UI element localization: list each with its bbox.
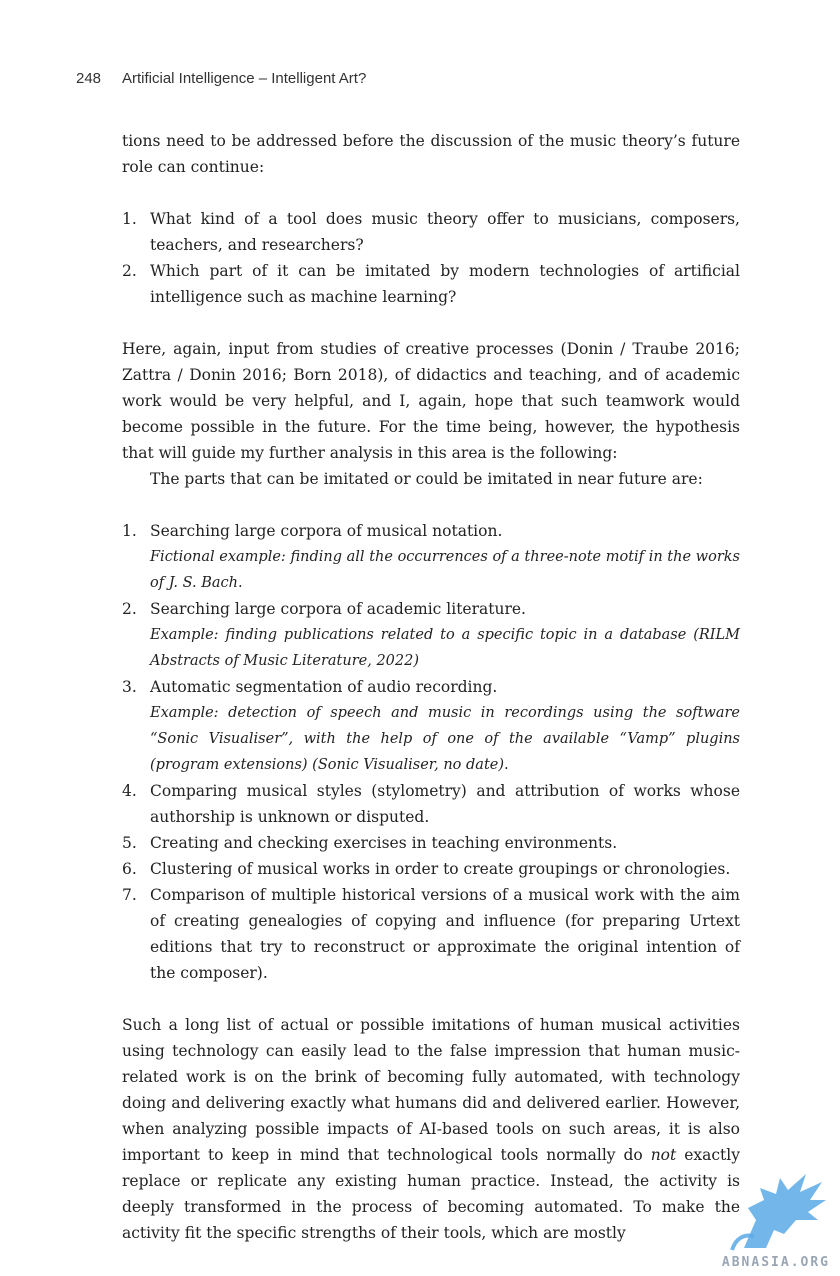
emphasis: not bbox=[650, 1146, 677, 1164]
intro-paragraph: tions need to be addressed before the discussion of the music theory’s future role can continue: bbox=[122, 132, 740, 176]
watermark-text: ABNASIA.ORG bbox=[721, 1255, 830, 1270]
list-number: 1. bbox=[122, 210, 137, 228]
watermark bbox=[714, 1160, 834, 1270]
list-item bbox=[122, 856, 740, 882]
list-item bbox=[122, 830, 740, 856]
list-text: Searching large corpora of musical notation. bbox=[150, 522, 503, 540]
list-number: 3. bbox=[122, 678, 137, 696]
example-text: Fictional example: finding all the occurrences of a three-note motif in the works of J. S. Bach bbox=[150, 549, 740, 591]
closing-text-part1: Such a long list of actual or possible imitations of human musical activities using technology can easily lead to the false impression that human music-related work is on the brink of becoming fully automated, with technology doing and delivering exactly what humans did and delivered earlier. However, when analyzing possible impacts of AI-based tools on such areas, it is also important to keep in mind that technological tools normally do bbox=[122, 1016, 740, 1164]
list-item bbox=[122, 674, 740, 778]
imitable-parts-list bbox=[122, 518, 740, 986]
list-text: Automatic segmentation of audio recording. bbox=[150, 678, 498, 696]
list-number: 6. bbox=[122, 860, 137, 878]
list-example bbox=[150, 622, 740, 674]
example-suffix: . bbox=[238, 575, 243, 591]
list-number: 1. bbox=[122, 522, 137, 540]
running-head bbox=[76, 70, 366, 87]
paragraph: The parts that can be imitated or could be imitated in near future are: bbox=[150, 470, 703, 488]
paragraph: Here, again, input from studies of creative processes (Donin / Traube 2016; Zattra / Donin 2016; Born 2018), of didactics and teaching, and of academic work would be very helpful, and I, again, hope that such teamwork would become possible in the future. For the time being, however, the hypothesis that will guide my further analysis in this area is the following: bbox=[122, 340, 740, 462]
list-number: 4. bbox=[122, 782, 137, 800]
list-text: Which part of it can be imitated by modern technologies of artificial intelligence such as machine learning? bbox=[150, 262, 740, 306]
book-title: Artificial Intelligence – Intelligent Art? bbox=[122, 70, 367, 87]
list-item bbox=[122, 778, 740, 830]
page-content bbox=[122, 128, 740, 1246]
list-number: 7. bbox=[122, 886, 137, 904]
questions-list bbox=[122, 206, 740, 310]
list-item bbox=[122, 258, 740, 310]
list-text: Searching large corpora of academic literature. bbox=[150, 600, 526, 618]
list-text: Comparing musical styles (stylometry) and attribution of works whose authorship is unknown or disputed. bbox=[150, 782, 740, 826]
list-example bbox=[150, 544, 740, 596]
list-number: 5. bbox=[122, 834, 137, 852]
page-number: 248 bbox=[76, 70, 102, 87]
list-item bbox=[122, 518, 740, 596]
list-text: What kind of a tool does music theory offer to musicians, composers, teachers, and researchers? bbox=[150, 210, 740, 254]
list-example bbox=[150, 700, 740, 778]
list-number: 2. bbox=[122, 600, 137, 618]
example-suffix: . bbox=[504, 757, 509, 773]
list-text: Creating and checking exercises in teaching environments. bbox=[150, 834, 618, 852]
example-text: Example: finding publications related to a specific topic in a database (RILM Abstracts of Music Literature, 2022) bbox=[150, 627, 740, 669]
list-text: Clustering of musical works in order to create groupings or chronologies. bbox=[150, 860, 731, 878]
list-item bbox=[122, 596, 740, 674]
closing-paragraph bbox=[122, 1012, 740, 1246]
list-number: 2. bbox=[122, 262, 137, 280]
closing-text-part2: exactly replace or replicate any existing human practice. Instead, the activity is deeply transformed in the process of becoming automated. To make the activity fit the specific strengths of their tools, which are mostly bbox=[122, 1146, 740, 1242]
list-item bbox=[122, 882, 740, 986]
griffin-logo-icon bbox=[714, 1160, 834, 1252]
list-item bbox=[122, 206, 740, 258]
example-text: Example: detection of speech and music in recordings using the software “Sonic Visualiser”, with the help of one of the available “Vamp” plugins (program extensions) (Sonic Visualiser, no date) bbox=[150, 705, 740, 773]
list-text: Comparison of multiple historical versions of a musical work with the aim of creating genealogies of copying and influence (for preparing Urtext editions that try to reconstruct or approximate the original intention of the composer). bbox=[150, 886, 740, 982]
